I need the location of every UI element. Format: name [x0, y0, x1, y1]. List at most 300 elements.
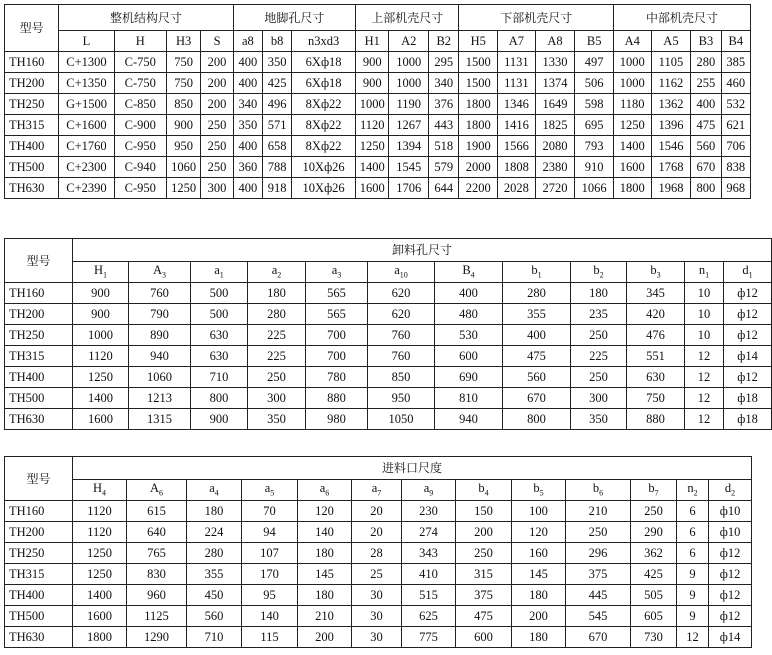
column-header-symbol: a: [209, 481, 215, 496]
value-cell: 830: [127, 564, 187, 585]
value-cell: 1649: [535, 94, 575, 115]
column-header-symbol: A: [149, 481, 160, 496]
value-cell: 960: [127, 585, 187, 606]
value-cell: 200: [512, 606, 566, 627]
column-header: [677, 480, 709, 501]
value-cell: 900: [73, 304, 129, 325]
column-header: A8: [535, 31, 575, 52]
table-row: [5, 136, 751, 157]
value-cell: 2200: [459, 178, 498, 199]
value-cell: 565: [306, 283, 368, 304]
column-header-subscript: 1: [705, 270, 710, 280]
model-cell: TH400: [5, 136, 59, 157]
title-row: [5, 239, 772, 262]
column-header-subscript: 9: [429, 488, 434, 498]
value-cell: 400: [233, 136, 262, 157]
title-row: [5, 457, 752, 480]
value-cell: 400: [503, 325, 571, 346]
value-cell: 560: [187, 606, 242, 627]
table-row: [5, 388, 772, 409]
value-cell: ф12: [724, 367, 772, 388]
value-cell: 1825: [535, 115, 575, 136]
value-cell: 224: [187, 522, 242, 543]
value-cell: 1900: [459, 136, 498, 157]
value-cell: 1250: [166, 178, 200, 199]
column-header-row: [5, 480, 752, 501]
value-cell: 8Xф22: [292, 136, 356, 157]
value-cell: 695: [575, 115, 614, 136]
value-cell: 1162: [651, 73, 691, 94]
value-cell: 6: [677, 501, 709, 522]
value-cell: 620: [368, 304, 435, 325]
value-cell: C-940: [114, 157, 166, 178]
value-cell: C-850: [114, 94, 166, 115]
value-cell: 210: [566, 501, 631, 522]
value-cell: 400: [233, 178, 262, 199]
value-cell: 1800: [459, 94, 498, 115]
column-header: [129, 262, 191, 283]
column-header: [456, 480, 512, 501]
value-cell: 1500: [459, 73, 498, 94]
value-cell: 505: [631, 585, 677, 606]
model-cell: TH315: [5, 346, 73, 367]
value-cell: C+2390: [59, 178, 114, 199]
value-cell: 376: [429, 94, 459, 115]
column-header: [724, 262, 772, 283]
column-header-symbol: a: [331, 263, 338, 278]
column-header: [352, 480, 402, 501]
value-cell: ф12: [709, 564, 752, 585]
value-cell: 345: [627, 283, 685, 304]
column-header-symbol: d: [742, 263, 749, 278]
value-cell: 497: [575, 52, 614, 73]
value-cell: 644: [429, 178, 459, 199]
value-cell: 250: [248, 367, 306, 388]
value-cell: ф10: [709, 501, 752, 522]
value-cell: 950: [166, 136, 200, 157]
column-header-subscript: 6: [159, 488, 164, 498]
column-header: [571, 262, 627, 283]
value-cell: 1800: [73, 627, 127, 648]
value-cell: G+1500: [59, 94, 114, 115]
value-cell: 200: [201, 52, 233, 73]
value-cell: 545: [566, 606, 631, 627]
value-cell: 295: [429, 52, 459, 73]
value-cell: 1400: [73, 585, 127, 606]
value-cell: 180: [571, 283, 627, 304]
value-cell: C+1600: [59, 115, 114, 136]
value-cell: 250: [201, 136, 233, 157]
table-row: [5, 522, 752, 543]
value-cell: 1396: [651, 115, 691, 136]
value-cell: 225: [248, 325, 306, 346]
value-cell: 140: [242, 606, 298, 627]
column-header: S: [201, 31, 233, 52]
column-header-subscript: 1: [537, 270, 542, 280]
value-cell: 1800: [459, 115, 498, 136]
model-cell: TH160: [5, 52, 59, 73]
value-cell: 355: [187, 564, 242, 585]
column-header: [242, 480, 298, 501]
value-cell: ф12: [709, 585, 752, 606]
value-cell: 940: [435, 409, 503, 430]
value-cell: 480: [435, 304, 503, 325]
column-header-symbol: b: [593, 263, 600, 278]
value-cell: 1346: [498, 94, 536, 115]
column-header-symbol: a: [264, 481, 271, 496]
value-cell: 730: [631, 627, 677, 648]
value-cell: C+2300: [59, 157, 114, 178]
value-cell: 579: [429, 157, 459, 178]
value-cell: 500: [191, 283, 248, 304]
value-cell: 850: [368, 367, 435, 388]
value-cell: 1800: [614, 178, 652, 199]
value-cell: 10: [685, 304, 724, 325]
value-cell: 410: [402, 564, 456, 585]
model-cell: TH200: [5, 73, 59, 94]
value-cell: 443: [429, 115, 459, 136]
value-cell: 1250: [356, 136, 389, 157]
value-cell: 496: [263, 94, 292, 115]
column-header: B2: [429, 31, 459, 52]
table-row: [5, 325, 772, 346]
value-cell: 1000: [389, 73, 429, 94]
value-cell: 145: [298, 564, 352, 585]
column-header: [435, 262, 503, 283]
table-row: [5, 367, 772, 388]
value-cell: 670: [691, 157, 721, 178]
value-cell: 506: [575, 73, 614, 94]
value-cell: 900: [73, 283, 129, 304]
column-header-symbol: n: [698, 263, 706, 278]
value-cell: 1120: [73, 346, 129, 367]
table-body: [5, 501, 752, 648]
column-header-symbol: B: [462, 263, 471, 278]
value-cell: 1250: [73, 564, 127, 585]
value-cell: 880: [306, 388, 368, 409]
column-header: L: [59, 31, 114, 52]
value-cell: 750: [627, 388, 685, 409]
value-cell: 700: [306, 325, 368, 346]
value-cell: 530: [435, 325, 503, 346]
column-header-symbol: a: [394, 263, 400, 278]
value-cell: 670: [503, 388, 571, 409]
value-cell: 280: [187, 543, 242, 564]
value-cell: 180: [298, 585, 352, 606]
value-cell: 710: [191, 367, 248, 388]
value-cell: 775: [402, 627, 456, 648]
value-cell: 515: [402, 585, 456, 606]
column-header-subscript: 6: [599, 488, 604, 498]
column-header-subscript: 3: [337, 270, 342, 280]
value-cell: 280: [248, 304, 306, 325]
value-cell: C-750: [114, 73, 166, 94]
model-cell: TH500: [5, 388, 73, 409]
value-cell: 658: [263, 136, 292, 157]
model-cell: TH500: [5, 157, 59, 178]
column-header-subscript: 1: [103, 270, 108, 280]
value-cell: 780: [306, 367, 368, 388]
column-header: H1: [356, 31, 389, 52]
value-cell: 12: [677, 627, 709, 648]
value-cell: 274: [402, 522, 456, 543]
table-title: 进料口尺度: [73, 457, 752, 480]
model-cell: TH250: [5, 325, 73, 346]
column-header: [306, 262, 368, 283]
value-cell: 630: [191, 346, 248, 367]
value-cell: ф12: [724, 325, 772, 346]
value-cell: 1120: [356, 115, 389, 136]
value-cell: 100: [512, 501, 566, 522]
table-row: [5, 157, 751, 178]
value-cell: 12: [685, 388, 724, 409]
value-cell: 800: [691, 178, 721, 199]
value-cell: 300: [248, 388, 306, 409]
column-header-subscript: 5: [270, 488, 275, 498]
value-cell: 6Xф18: [292, 73, 356, 94]
value-cell: 20: [352, 501, 402, 522]
column-header-symbol: a: [319, 481, 326, 496]
value-cell: 605: [631, 606, 677, 627]
column-header: B4: [721, 31, 750, 52]
value-cell: 532: [721, 94, 750, 115]
value-cell: 1600: [356, 178, 389, 199]
value-cell: 1060: [129, 367, 191, 388]
value-cell: 706: [721, 136, 750, 157]
value-cell: 1000: [73, 325, 129, 346]
value-cell: 1400: [614, 136, 652, 157]
value-cell: 8Xф22: [292, 115, 356, 136]
value-cell: 200: [201, 73, 233, 94]
value-cell: 950: [368, 388, 435, 409]
value-cell: ф14: [709, 627, 752, 648]
model-cell: TH250: [5, 543, 73, 564]
value-cell: 640: [127, 522, 187, 543]
table-row: [5, 178, 751, 199]
column-header: A5: [651, 31, 691, 52]
group-header: 地脚孔尺寸: [233, 5, 355, 31]
value-cell: 598: [575, 94, 614, 115]
value-cell: 145: [512, 564, 566, 585]
column-header-subscript: 4: [102, 488, 107, 498]
value-cell: 980: [306, 409, 368, 430]
value-cell: 475: [503, 346, 571, 367]
column-header-symbol: A: [152, 263, 163, 278]
value-cell: 1190: [389, 94, 429, 115]
column-header: A4: [614, 31, 652, 52]
column-header-symbol: H: [93, 263, 104, 278]
overall-dimensions-table: [4, 4, 751, 199]
value-cell: 170: [242, 564, 298, 585]
value-cell: 355: [503, 304, 571, 325]
value-cell: 1315: [129, 409, 191, 430]
value-cell: 120: [512, 522, 566, 543]
value-cell: 28: [352, 543, 402, 564]
value-cell: 180: [512, 585, 566, 606]
column-header-symbol: a: [271, 263, 278, 278]
column-header: n3xd3: [292, 31, 356, 52]
value-cell: 1394: [389, 136, 429, 157]
value-cell: 1131: [498, 73, 536, 94]
value-cell: 900: [166, 115, 200, 136]
value-cell: 235: [571, 304, 627, 325]
value-cell: 890: [129, 325, 191, 346]
model-cell: TH315: [5, 115, 59, 136]
value-cell: 1600: [73, 606, 127, 627]
column-header-symbol: a: [423, 481, 430, 496]
column-header-subscript: 4: [484, 488, 489, 498]
table-body: [5, 283, 772, 430]
value-cell: 571: [263, 115, 292, 136]
value-cell: ф12: [724, 283, 772, 304]
value-cell: 230: [402, 501, 456, 522]
table-row: [5, 501, 752, 522]
column-header: A2: [389, 31, 429, 52]
value-cell: 1706: [389, 178, 429, 199]
value-cell: 1180: [614, 94, 652, 115]
value-cell: C-950: [114, 136, 166, 157]
value-cell: 800: [503, 409, 571, 430]
value-cell: 800: [191, 388, 248, 409]
value-cell: 810: [435, 388, 503, 409]
value-cell: 1400: [356, 157, 389, 178]
value-cell: 180: [187, 501, 242, 522]
group-header: 上部机壳尺寸: [356, 5, 459, 31]
column-header-symbol: a: [214, 263, 220, 278]
column-header: [627, 262, 685, 283]
value-cell: C-750: [114, 52, 166, 73]
value-cell: 880: [627, 409, 685, 430]
value-cell: 1250: [73, 543, 127, 564]
column-header-subscript: 7: [377, 488, 382, 498]
table-row: [5, 564, 752, 585]
value-cell: 210: [298, 606, 352, 627]
column-header: [503, 262, 571, 283]
value-cell: 630: [627, 367, 685, 388]
column-header: H5: [459, 31, 498, 52]
model-cell: TH160: [5, 501, 73, 522]
value-cell: 450: [187, 585, 242, 606]
value-cell: 250: [456, 543, 512, 564]
column-header-subscript: 4: [214, 488, 219, 498]
value-cell: 560: [691, 136, 721, 157]
value-cell: 375: [566, 564, 631, 585]
value-cell: 625: [402, 606, 456, 627]
value-cell: 1600: [73, 409, 129, 430]
table-row: [5, 606, 752, 627]
value-cell: 12: [685, 409, 724, 430]
value-cell: 910: [575, 157, 614, 178]
value-cell: 225: [248, 346, 306, 367]
value-cell: 343: [402, 543, 456, 564]
column-header: [187, 480, 242, 501]
column-header: [127, 480, 187, 501]
value-cell: 350: [571, 409, 627, 430]
column-header-row: [5, 31, 751, 52]
value-cell: 476: [627, 325, 685, 346]
value-cell: 1330: [535, 52, 575, 73]
value-cell: 160: [512, 543, 566, 564]
value-cell: 140: [298, 522, 352, 543]
value-cell: 690: [435, 367, 503, 388]
value-cell: 2080: [535, 136, 575, 157]
value-cell: 6: [677, 522, 709, 543]
column-header: B5: [575, 31, 614, 52]
value-cell: 760: [129, 283, 191, 304]
value-cell: 340: [233, 94, 262, 115]
value-cell: 10Xф26: [292, 157, 356, 178]
value-cell: 12: [685, 367, 724, 388]
discharge-hole-table: [4, 238, 772, 430]
column-header-symbol: b: [531, 263, 538, 278]
value-cell: 280: [503, 283, 571, 304]
value-cell: ф12: [709, 606, 752, 627]
column-header-symbol: H: [92, 481, 103, 496]
value-cell: 630: [191, 325, 248, 346]
column-header: [709, 480, 752, 501]
column-header: B3: [691, 31, 721, 52]
value-cell: 760: [368, 346, 435, 367]
value-cell: 500: [191, 304, 248, 325]
value-cell: 1120: [73, 522, 127, 543]
value-cell: 710: [187, 627, 242, 648]
value-cell: 20: [352, 522, 402, 543]
table-row: [5, 543, 752, 564]
value-cell: 8Xф22: [292, 94, 356, 115]
value-cell: 565: [306, 304, 368, 325]
value-cell: 1600: [614, 157, 652, 178]
column-header-subscript: 4: [470, 270, 475, 280]
value-cell: 200: [201, 94, 233, 115]
model-cell: TH160: [5, 283, 73, 304]
column-header-subscript: 1: [748, 270, 753, 280]
value-cell: 290: [631, 522, 677, 543]
value-cell: 315: [456, 564, 512, 585]
column-header-symbol: b: [478, 481, 485, 496]
column-header: [685, 262, 724, 283]
value-cell: 300: [201, 178, 233, 199]
value-cell: 621: [721, 115, 750, 136]
value-cell: 670: [566, 627, 631, 648]
value-cell: 1000: [614, 73, 652, 94]
column-header-symbol: a: [371, 481, 378, 496]
model-cell: TH200: [5, 304, 73, 325]
value-cell: 620: [368, 283, 435, 304]
value-cell: 30: [352, 627, 402, 648]
value-cell: 475: [456, 606, 512, 627]
value-cell: 10: [685, 325, 724, 346]
model-cell: TH315: [5, 564, 73, 585]
value-cell: 180: [248, 283, 306, 304]
value-cell: ф12: [724, 304, 772, 325]
value-cell: 1050: [368, 409, 435, 430]
value-cell: 560: [503, 367, 571, 388]
value-cell: 2720: [535, 178, 575, 199]
value-cell: 700: [306, 346, 368, 367]
value-cell: 460: [721, 73, 750, 94]
value-cell: 765: [127, 543, 187, 564]
value-cell: ф10: [709, 522, 752, 543]
group-header: 下部机壳尺寸: [459, 5, 614, 31]
column-header-subscript: 3: [656, 270, 661, 280]
value-cell: 375: [456, 585, 512, 606]
column-header-subscript: 10: [399, 270, 408, 280]
value-cell: C-950: [114, 178, 166, 199]
value-cell: 1362: [651, 94, 691, 115]
column-header-subscript: 2: [693, 488, 698, 498]
value-cell: 850: [166, 94, 200, 115]
column-header: H3: [166, 31, 200, 52]
